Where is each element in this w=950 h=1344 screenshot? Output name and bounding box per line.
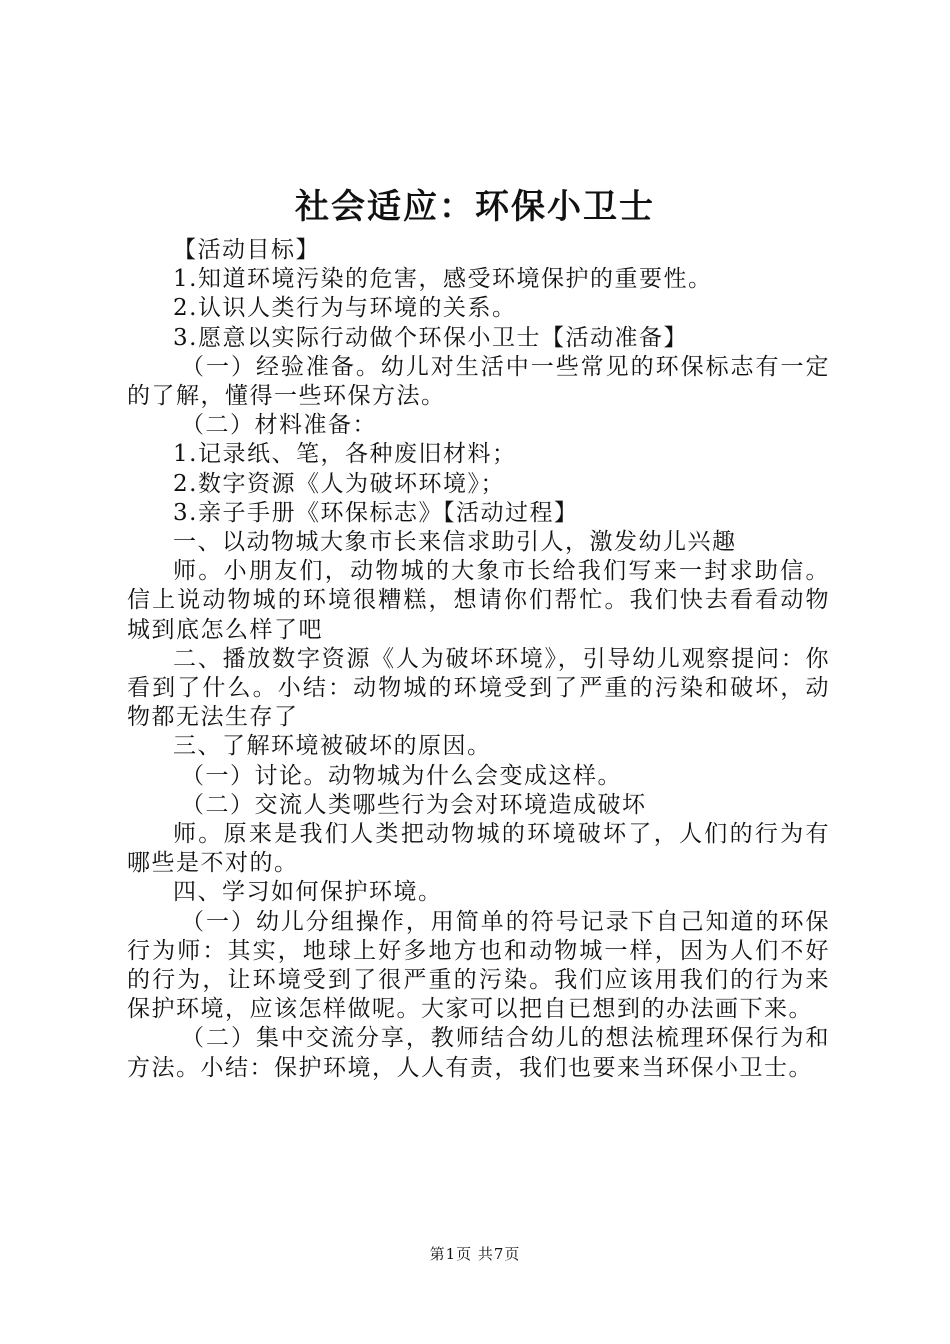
paragraph: 1.知道环境污染的危害，感受环境保护的重要性。	[173, 266, 713, 293]
paragraph: 2.认识人类行为与环境的关系。	[173, 295, 517, 322]
paragraph: （二）交流人类哪些行为会对环境造成破坏	[181, 791, 647, 818]
paragraph: 三、了解环境被破坏的原因。	[173, 733, 492, 760]
document-title: 社会适应：环保小卫士	[295, 187, 655, 227]
paragraph: 3.亲子手册《环保标志》【活动过程】	[173, 499, 579, 526]
paragraph: 师。小朋友们，动物城的大象市长给我们写来一封求助信。信上说动物城的环境很糟糕，想请你们帮忙。我们快去看看动物城到底怎么样了吧	[127, 558, 830, 643]
paragraph: （一）经验准备。幼儿对生活中一些常见的环保标志有一定的了解，懂得一些环保方法。	[127, 353, 830, 410]
document-body	[127, 236, 830, 1083]
paragraph: （二）材料准备：	[181, 412, 377, 439]
paragraph: 四、学习如何保护环境。	[173, 879, 443, 906]
paragraph: 3.愿意以实际行动做个环保小卫士【活动准备】	[173, 324, 688, 351]
paragraph: （一）讨论。动物城为什么会变成这样。	[181, 762, 622, 789]
paragraph: 一、以动物城大象市长来信求助引人，激发幼儿兴趣	[173, 529, 737, 556]
paragraph: 师。原来是我们人类把动物城的环境破坏了，人们的行为有哪些是不对的。	[127, 821, 830, 877]
page-number: 第1页 共7页	[429, 1245, 521, 1263]
paragraph: （二）集中交流分享，教师结合幼儿的想法梳理环保行为和方法。小结：保护环境，人人有责，我们也要来当环保小卫士。	[127, 1025, 830, 1081]
section-heading-goals: 【活动目标】	[173, 237, 320, 263]
paragraph: 二、播放数字资源《人为破坏环境》，引导幼儿观察提问：你看到了什么。小结：动物城的环境受到了严重的污染和破坏，动物都无法生存了	[127, 645, 830, 731]
paragraph: 1.记录纸、笔，各种废旧材料；	[173, 441, 517, 468]
paragraph: （一）幼儿分组操作，用简单的符号记录下自己知道的环保行为师：其实，地球上好多地方也和动物城一样，因为人们不好的行为，让环境受到了很严重的污染。我们应该用我们的行为来保护环境，应该怎样做呢。大家可以把自已想到的办法画下来。	[127, 908, 830, 1023]
paragraph: 2.数字资源《人为破坏环境》；	[173, 470, 505, 497]
